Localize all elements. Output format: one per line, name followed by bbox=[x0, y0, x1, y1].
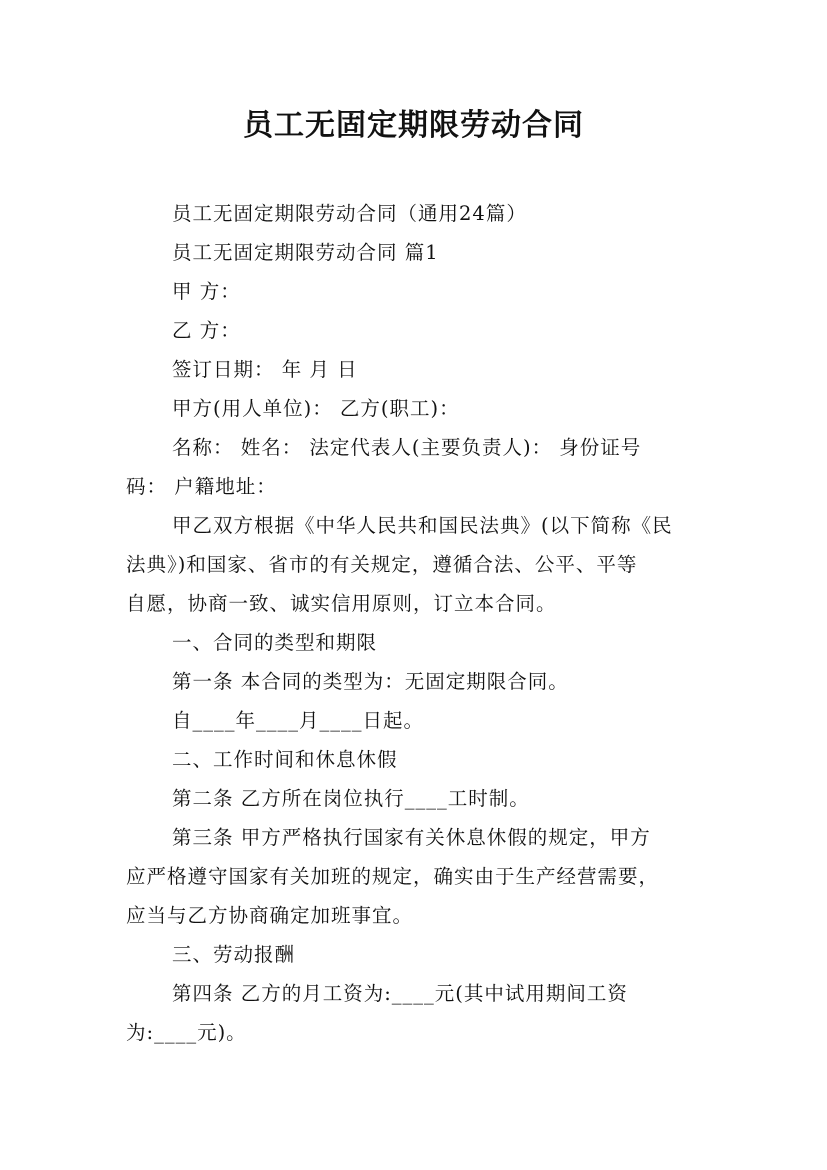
party-info-line: 名称： 姓名： 法定代表人(主要负责人)： 身份证号 bbox=[172, 436, 642, 459]
article-four-line: 第四条 乙方的月工资为:____元(其中试用期间工资 bbox=[172, 982, 628, 1005]
sign-date-line: 签订日期： 年 月 日 bbox=[172, 358, 358, 381]
section-heading-line: 员工无固定期限劳动合同 篇1 bbox=[172, 241, 439, 264]
chapter-three-heading: 三、劳动报酬 bbox=[172, 943, 296, 966]
chapter-one-heading: 一、合同的类型和期限 bbox=[172, 631, 378, 654]
document-title: 员工无固定期限劳动合同 bbox=[243, 108, 584, 143]
start-date-line: 自____年____月____日起。 bbox=[172, 709, 425, 732]
preamble-line-cont: 法典》)和国家、省市的有关规定，遵循合法、公平、平等 bbox=[126, 553, 638, 576]
article-three-line-cont: 应严格遵守国家有关加班的规定，确实由于生产经营需要， bbox=[126, 865, 660, 888]
chapter-two-heading: 二、工作时间和休息休假 bbox=[172, 748, 398, 771]
subtitle-line: 员工无固定期限劳动合同（通用24篇） bbox=[172, 202, 527, 225]
preamble-line: 甲乙双方根据《中华人民共和国民法典》(以下简称《民 bbox=[172, 514, 673, 537]
article-two-line: 第二条 乙方所在岗位执行____工时制。 bbox=[172, 787, 530, 810]
article-three-line: 第三条 甲方严格执行国家有关休息休假的规定，甲方 bbox=[172, 826, 651, 849]
article-four-line-cont: 为:____元)。 bbox=[126, 1021, 247, 1044]
party-a-line: 甲 方： bbox=[172, 280, 241, 303]
article-one-line: 第一条 本合同的类型为：无固定期限合同。 bbox=[172, 670, 569, 693]
parties-header-line: 甲方(用人单位)： 乙方(职工)： bbox=[172, 397, 460, 420]
party-info-line-cont: 码： 户籍地址： bbox=[126, 475, 277, 498]
article-three-line-end: 应当与乙方协商确定加班事宜。 bbox=[126, 904, 414, 927]
preamble-line-end: 自愿，协商一致、诚实信用原则，订立本合同。 bbox=[126, 592, 557, 615]
party-b-line: 乙 方： bbox=[172, 319, 241, 342]
